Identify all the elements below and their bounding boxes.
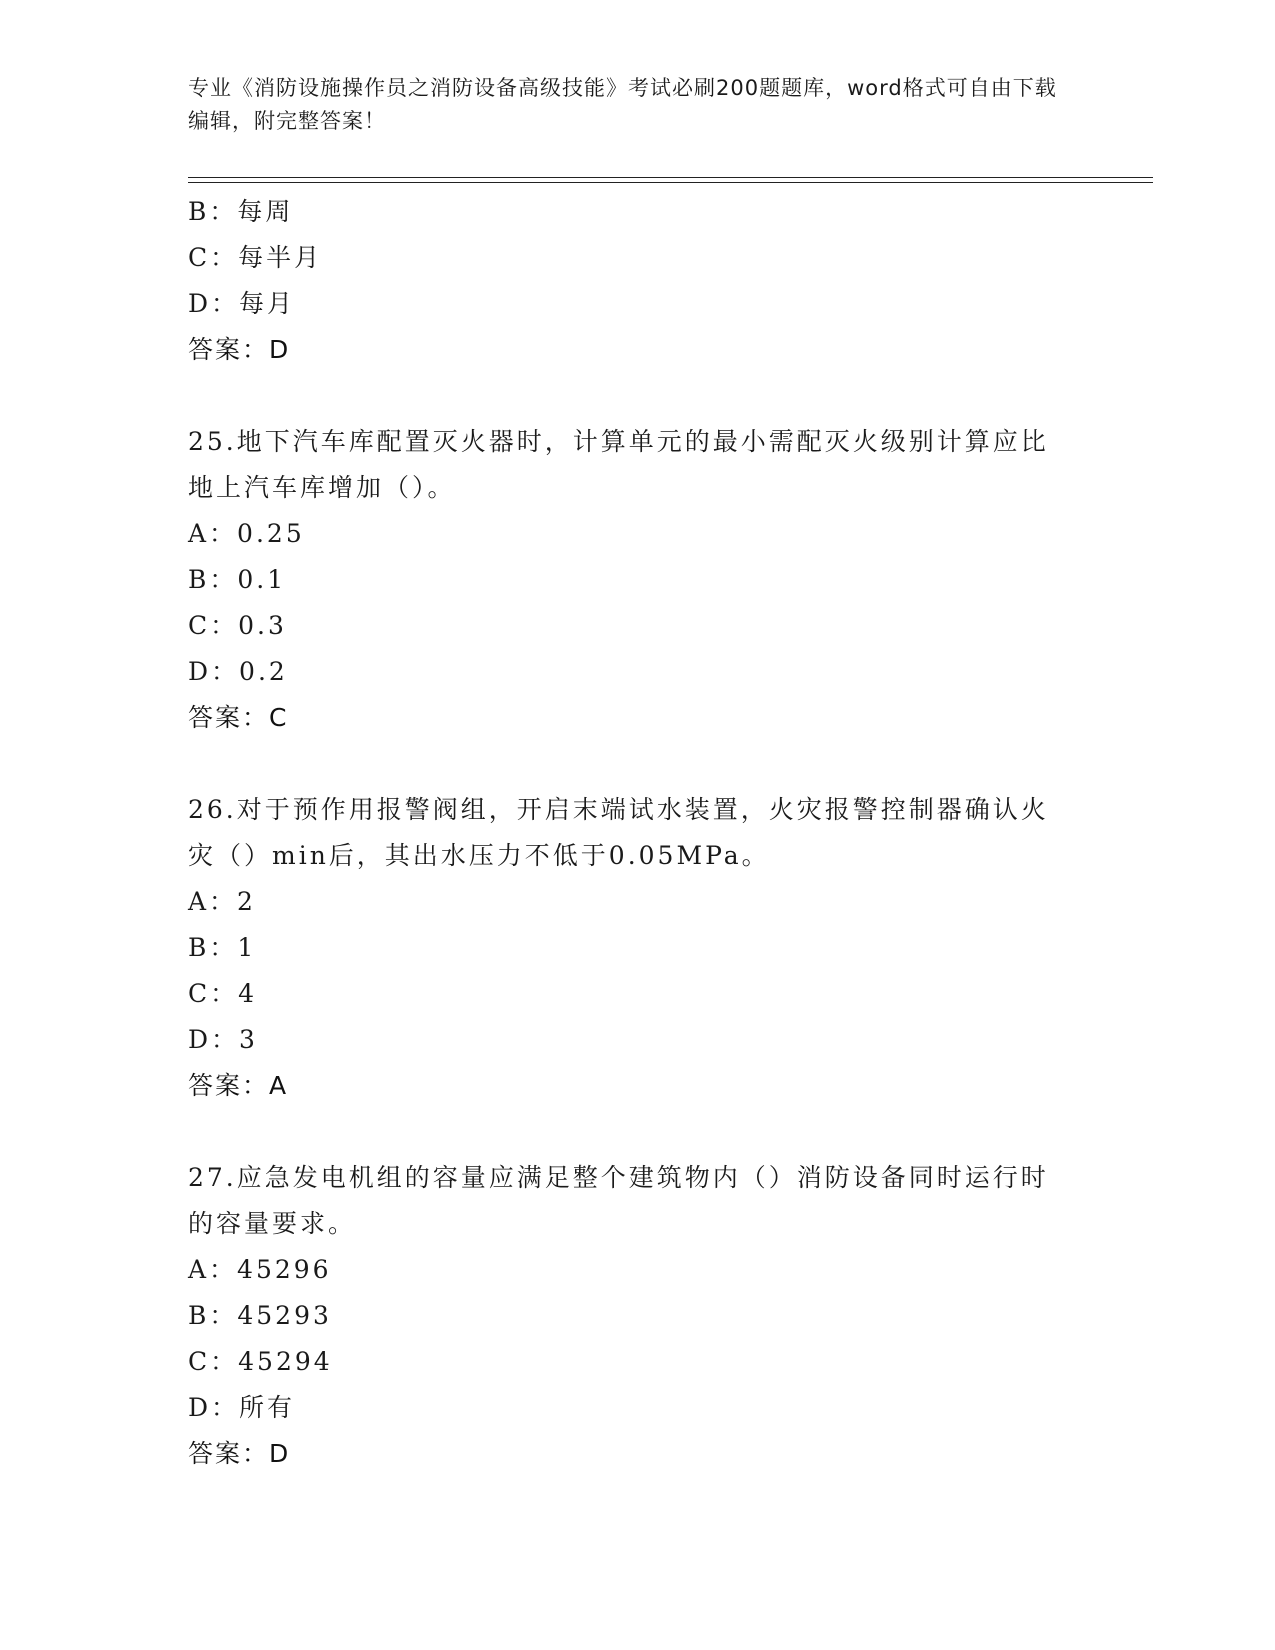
option-b: B：每周 <box>188 197 294 226</box>
option-b: B：0.1 <box>188 565 287 594</box>
option-c: C：每半月 <box>188 243 323 272</box>
option-a: A：2 <box>188 887 256 916</box>
option-a: A：45296 <box>188 1255 332 1284</box>
partial-question <box>188 189 1088 373</box>
spacer <box>188 741 1088 787</box>
document-header: 专业《消防设施操作员之消防设备高级技能》考试必刷200题题库，word格式可自由下载编辑，附完整答案！ <box>188 76 1057 133</box>
spacer <box>188 373 1088 419</box>
answer: 答案：D <box>188 1439 291 1468</box>
question-stem: 25.地下汽车库配置灭火器时，计算单元的最小需配灭火级别计算应比地上汽车库增加（）。 <box>188 427 1049 502</box>
answer: 答案：D <box>188 335 291 364</box>
option-d: D：所有 <box>188 1393 296 1422</box>
option-d: D：每月 <box>188 289 296 318</box>
option-a: A：0.25 <box>188 519 305 548</box>
question-25 <box>188 419 1088 741</box>
question-stem: 26.对于预作用报警阀组，开启末端试水装置，火灾报警控制器确认火灾（）min后，其出水压力不低于0.05MPa。 <box>188 795 1049 870</box>
spacer <box>188 1109 1088 1155</box>
option-c: C：4 <box>188 979 258 1008</box>
option-d: D：0.2 <box>188 657 288 686</box>
header-divider <box>188 177 1153 178</box>
question-stem: 27.应急发电机组的容量应满足整个建筑物内（）消防设备同时运行时的容量要求。 <box>188 1163 1049 1238</box>
option-c: C：45294 <box>188 1347 333 1376</box>
question-26 <box>188 787 1088 1109</box>
question-27 <box>188 1155 1088 1477</box>
option-b: B：45293 <box>188 1301 332 1330</box>
header-divider-second <box>188 182 1153 183</box>
option-b: B：1 <box>188 933 257 962</box>
option-d: D：3 <box>188 1025 258 1054</box>
question-list <box>188 189 1088 1477</box>
answer: 答案：C <box>188 703 289 732</box>
answer: 答案：A <box>188 1071 289 1100</box>
option-c: C：0.3 <box>188 611 287 640</box>
